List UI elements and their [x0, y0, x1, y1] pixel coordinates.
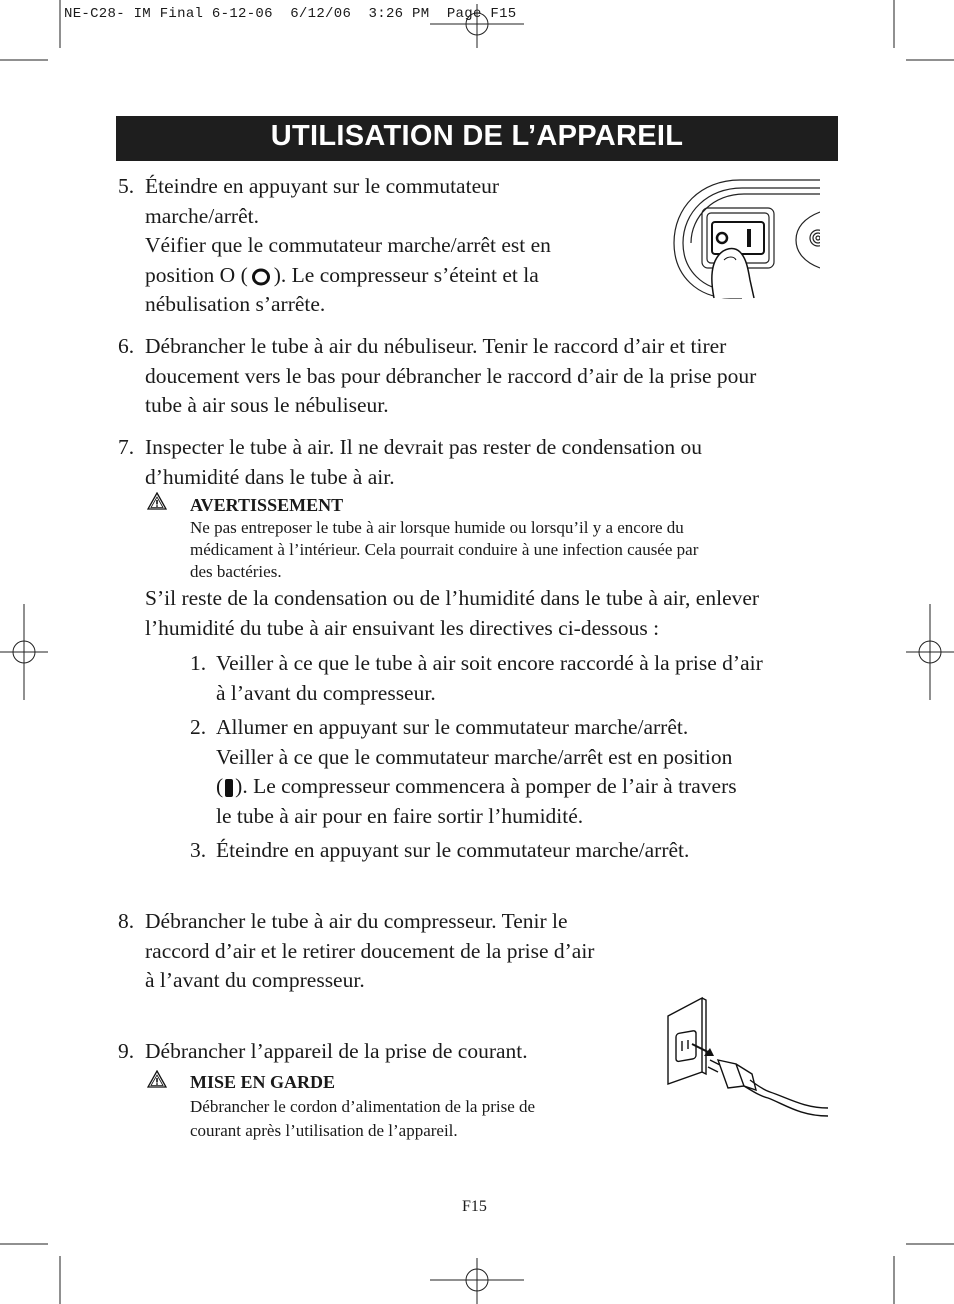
warning-title: AVERTISSEMENT — [190, 495, 344, 515]
on-bar-icon — [223, 777, 235, 799]
substep-1-text: Veiller à ce que le tube à air soit encore raccordé à la prise d’air à l’avant du compresseur. — [216, 651, 763, 705]
step-6-number: 6. — [118, 334, 135, 358]
step-8-text: Débrancher le tube à air du compresseur. Tenir le raccord d’air et le retirer doucement de la prise d’air à l’avant du compresseur. — [145, 909, 595, 992]
warning-text: Ne pas entreposer le tube à air lorsque humide ou lorsqu’il y a encore du médicament à l’intérieur. Cela pourrait conduire à une infection causée par des bactéries. — [190, 518, 699, 581]
step-8-number: 8. — [118, 909, 135, 933]
finger-icon — [712, 249, 754, 298]
warning-triangle-icon — [147, 492, 167, 510]
substep-2-number: 2. — [190, 715, 207, 739]
step-9-number: 9. — [118, 1039, 135, 1063]
section-title-bar — [116, 116, 838, 161]
substep-3-number: 3. — [190, 838, 207, 862]
switch-on-mark — [747, 229, 751, 247]
step-5-text: Éteindre en appuyant sur le commutateur marche/arrêt. Véifier que le commutateur marche/arrêt est en position O ( ). Le compresseur s’éteint et la nébulisation s’arrête. — [145, 174, 551, 316]
plug-icon — [708, 1060, 828, 1116]
substep-1-number: 1. — [190, 651, 207, 675]
step-5-number: 5. — [118, 174, 135, 198]
caution-triangle-icon — [147, 1070, 167, 1088]
step-7-number: 7. — [118, 435, 135, 459]
page-title: UTILISATION DE L’APPAREIL — [270, 120, 684, 152]
step-7-paragraph: S’il reste de la condensation ou de l’humidité dans le tube à air, enlever l’humidité du tube à air ensuivant les directives ci-dessous : — [145, 586, 760, 640]
step-6-text: Débrancher le tube à air du nébuliseur. Tenir le raccord d’air et tirer doucement vers le bas pour débrancher le raccord d’air de la prise pour tube à air sous le nébuliseur. — [145, 334, 757, 417]
step-7-text: Inspecter le tube à air. Il ne devrait pas rester de condensation ou d’humidité dans le tube à air. — [145, 435, 702, 489]
page-number: F15 — [462, 1198, 487, 1215]
unplug-illustration — [664, 994, 828, 1122]
power-switch-illustration — [670, 178, 820, 308]
off-circle-icon — [248, 267, 274, 287]
caution-title: MISE EN GARDE — [190, 1072, 336, 1092]
substep-3-text: Éteindre en appuyant sur le commutateur marche/arrêt. — [216, 838, 690, 862]
caution-text: Débrancher le cordon d’alimentation de la prise de courant après l’utilisation de l’appareil. — [190, 1097, 536, 1140]
print-slug: NE-C28- IM Final 6-12-06 6/12/06 3:26 PM Page F15 — [64, 6, 517, 22]
substep-2-text: Allumer en appuyant sur le commutateur marche/arrêt. Veiller à ce que le commutateur marche/arrêt est en position ( ). Le compresseur commencera à pomper de l’air à travers le tube à air pour en faire sortir l’humidité. — [216, 715, 737, 828]
step-9-text: Débrancher l’appareil de la prise de courant. — [145, 1039, 528, 1063]
